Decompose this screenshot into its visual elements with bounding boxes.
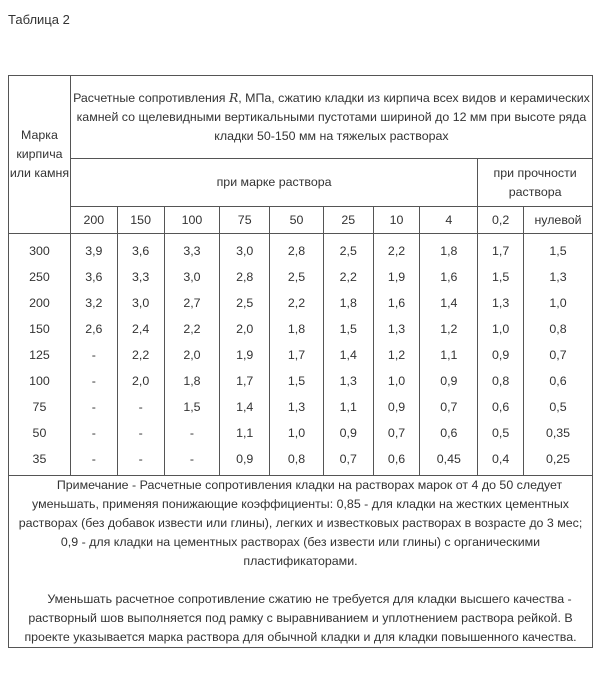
value-cell: 2,0 bbox=[117, 368, 164, 394]
value-cell: 2,0 bbox=[164, 342, 220, 368]
value-cell: 1,4 bbox=[323, 342, 373, 368]
value-cell: 3,6 bbox=[117, 234, 164, 265]
brand-cell: 300 bbox=[9, 234, 71, 265]
value-cell: 2,2 bbox=[164, 316, 220, 342]
value-cell: 0,8 bbox=[270, 446, 324, 476]
value-cell: 1,0 bbox=[524, 290, 593, 316]
resistance-table bbox=[8, 75, 593, 648]
value-cell: 2,2 bbox=[270, 290, 324, 316]
value-cell: 2,6 bbox=[70, 316, 117, 342]
value-cell: 1,0 bbox=[270, 420, 324, 446]
grade-header: 25 bbox=[323, 207, 373, 234]
table-row bbox=[9, 234, 593, 265]
value-cell: 1,7 bbox=[478, 234, 524, 265]
title-prefix: Расчетные сопротивления bbox=[73, 91, 226, 105]
brand-cell: 125 bbox=[9, 342, 71, 368]
value-cell: 1,8 bbox=[420, 234, 478, 265]
value-cell: 0,6 bbox=[478, 394, 524, 420]
value-cell: 0,9 bbox=[323, 420, 373, 446]
value-cell: 0,5 bbox=[478, 420, 524, 446]
value-cell: 0,4 bbox=[478, 446, 524, 476]
value-cell: 0,6 bbox=[524, 368, 593, 394]
value-cell: 0,9 bbox=[220, 446, 270, 476]
value-cell: 1,3 bbox=[270, 394, 324, 420]
value-cell: 1,8 bbox=[164, 368, 220, 394]
value-cell: 1,3 bbox=[323, 368, 373, 394]
value-cell: 2,2 bbox=[323, 264, 373, 290]
value-cell: 0,7 bbox=[323, 446, 373, 476]
value-cell: 1,7 bbox=[220, 368, 270, 394]
value-cell: 3,0 bbox=[117, 290, 164, 316]
value-cell: 2,2 bbox=[117, 342, 164, 368]
value-cell: 1,5 bbox=[164, 394, 220, 420]
brand-cell: 100 bbox=[9, 368, 71, 394]
value-cell: 1,4 bbox=[220, 394, 270, 420]
value-cell: 3,9 bbox=[70, 234, 117, 265]
value-cell: 1,3 bbox=[373, 316, 420, 342]
grade-header: 4 bbox=[420, 207, 478, 234]
note-paragraph: Уменьшать расчетное сопротивление сжатию не требуется для кладки высшего качества - растворный шов выполняется под рамку с выравниванием и уплотнением раствора рейкой. В проекте указывается марка раствора для обычной кладки и для кладки повышенного качества. bbox=[24, 592, 577, 644]
table-caption: Таблица 2 bbox=[8, 12, 70, 27]
value-cell: 0,7 bbox=[420, 394, 478, 420]
brand-cell: 150 bbox=[9, 316, 71, 342]
value-cell: 1,2 bbox=[373, 342, 420, 368]
mortar-strength-header: при прочности раствора bbox=[478, 159, 593, 207]
value-cell: 2,5 bbox=[220, 290, 270, 316]
value-cell: 1,7 bbox=[270, 342, 324, 368]
value-cell: - bbox=[117, 394, 164, 420]
value-cell: 1,0 bbox=[373, 368, 420, 394]
value-cell: 2,7 bbox=[164, 290, 220, 316]
table-row bbox=[9, 394, 593, 420]
value-cell: 0,8 bbox=[478, 368, 524, 394]
table-row bbox=[9, 368, 593, 394]
grade-header: 50 bbox=[270, 207, 324, 234]
mortar-grade-header: при марке раствора bbox=[70, 159, 477, 207]
table-row bbox=[9, 420, 593, 446]
value-cell: 0,7 bbox=[524, 342, 593, 368]
value-cell: 0,25 bbox=[524, 446, 593, 476]
table-row bbox=[9, 290, 593, 316]
grade-header: 0,2 bbox=[478, 207, 524, 234]
value-cell: - bbox=[70, 342, 117, 368]
value-cell: - bbox=[117, 446, 164, 476]
table-notes bbox=[9, 476, 593, 648]
value-cell: 0,5 bbox=[524, 394, 593, 420]
table-row bbox=[9, 342, 593, 368]
value-cell: 3,2 bbox=[70, 290, 117, 316]
value-cell: 2,0 bbox=[220, 316, 270, 342]
value-cell: - bbox=[70, 368, 117, 394]
value-cell: 3,0 bbox=[220, 234, 270, 265]
brand-cell: 200 bbox=[9, 290, 71, 316]
value-cell: 1,1 bbox=[323, 394, 373, 420]
grade-header: 200 bbox=[70, 207, 117, 234]
brand-cell: 50 bbox=[9, 420, 71, 446]
value-cell: 2,5 bbox=[323, 234, 373, 265]
value-cell: 1,6 bbox=[420, 264, 478, 290]
note-paragraph: Примечание - Расчетные сопротивления кладки на растворах марок от 4 до 50 следует уменьшать, применяя понижающие коэффициенты: 0,85 - для кладки на жестких цементных растворах (без добавок извести или глины), легких и известковых растворах в возрасте до 3 мес; 0,9 - для кладки на цементных растворах (без извести или глины) с органическими пластификаторами. bbox=[18, 478, 583, 568]
value-cell: 1,3 bbox=[524, 264, 593, 290]
value-cell: 3,6 bbox=[70, 264, 117, 290]
brand-cell: 250 bbox=[9, 264, 71, 290]
grade-header: 150 bbox=[117, 207, 164, 234]
value-cell: 2,2 bbox=[373, 234, 420, 265]
value-cell: 1,4 bbox=[420, 290, 478, 316]
brand-column-header: Марка кирпича или камня bbox=[9, 76, 71, 234]
value-cell: 0,6 bbox=[373, 446, 420, 476]
value-cell: 1,1 bbox=[220, 420, 270, 446]
value-cell: - bbox=[70, 446, 117, 476]
value-cell: 1,3 bbox=[478, 290, 524, 316]
value-cell: 2,8 bbox=[220, 264, 270, 290]
value-cell: 0,9 bbox=[420, 368, 478, 394]
value-cell: - bbox=[70, 394, 117, 420]
value-cell: 1,5 bbox=[524, 234, 593, 265]
value-cell: 1,5 bbox=[323, 316, 373, 342]
title-suffix: , МПа, сжатию кладки из кирпича всех видов и керамических камней со щелевидными вертикальными пустотами шириной до 12 мм при высоте ряда кладки 50-150 мм на тяжелых растворах bbox=[76, 91, 590, 143]
table-row bbox=[9, 446, 593, 476]
table-body bbox=[9, 234, 593, 476]
value-cell: 2,8 bbox=[270, 234, 324, 265]
value-cell: 0,7 bbox=[373, 420, 420, 446]
value-cell: - bbox=[164, 420, 220, 446]
value-cell: 1,1 bbox=[420, 342, 478, 368]
value-cell: 1,8 bbox=[323, 290, 373, 316]
table-title bbox=[70, 76, 592, 159]
value-cell: 3,3 bbox=[117, 264, 164, 290]
value-cell: 0,35 bbox=[524, 420, 593, 446]
table-row bbox=[9, 316, 593, 342]
value-cell: - bbox=[117, 420, 164, 446]
value-cell: 1,0 bbox=[478, 316, 524, 342]
brand-cell: 75 bbox=[9, 394, 71, 420]
value-cell: 2,5 bbox=[270, 264, 324, 290]
table-row bbox=[9, 264, 593, 290]
title-symbol: R bbox=[228, 90, 239, 105]
grade-header: 75 bbox=[220, 207, 270, 234]
value-cell: 0,45 bbox=[420, 446, 478, 476]
value-cell: 1,5 bbox=[478, 264, 524, 290]
value-cell: 0,9 bbox=[478, 342, 524, 368]
value-cell: 0,9 bbox=[373, 394, 420, 420]
value-cell: 1,9 bbox=[373, 264, 420, 290]
value-cell: 2,4 bbox=[117, 316, 164, 342]
value-cell: 1,6 bbox=[373, 290, 420, 316]
brand-cell: 35 bbox=[9, 446, 71, 476]
grade-header: нулевой bbox=[524, 207, 593, 234]
value-cell: 0,8 bbox=[524, 316, 593, 342]
value-cell: 3,0 bbox=[164, 264, 220, 290]
value-cell: 3,3 bbox=[164, 234, 220, 265]
value-cell: 1,9 bbox=[220, 342, 270, 368]
value-cell: - bbox=[164, 446, 220, 476]
value-cell: - bbox=[70, 420, 117, 446]
grade-header: 10 bbox=[373, 207, 420, 234]
value-cell: 1,5 bbox=[270, 368, 324, 394]
value-cell: 1,8 bbox=[270, 316, 324, 342]
value-cell: 0,6 bbox=[420, 420, 478, 446]
value-cell: 1,2 bbox=[420, 316, 478, 342]
grade-header: 100 bbox=[164, 207, 220, 234]
